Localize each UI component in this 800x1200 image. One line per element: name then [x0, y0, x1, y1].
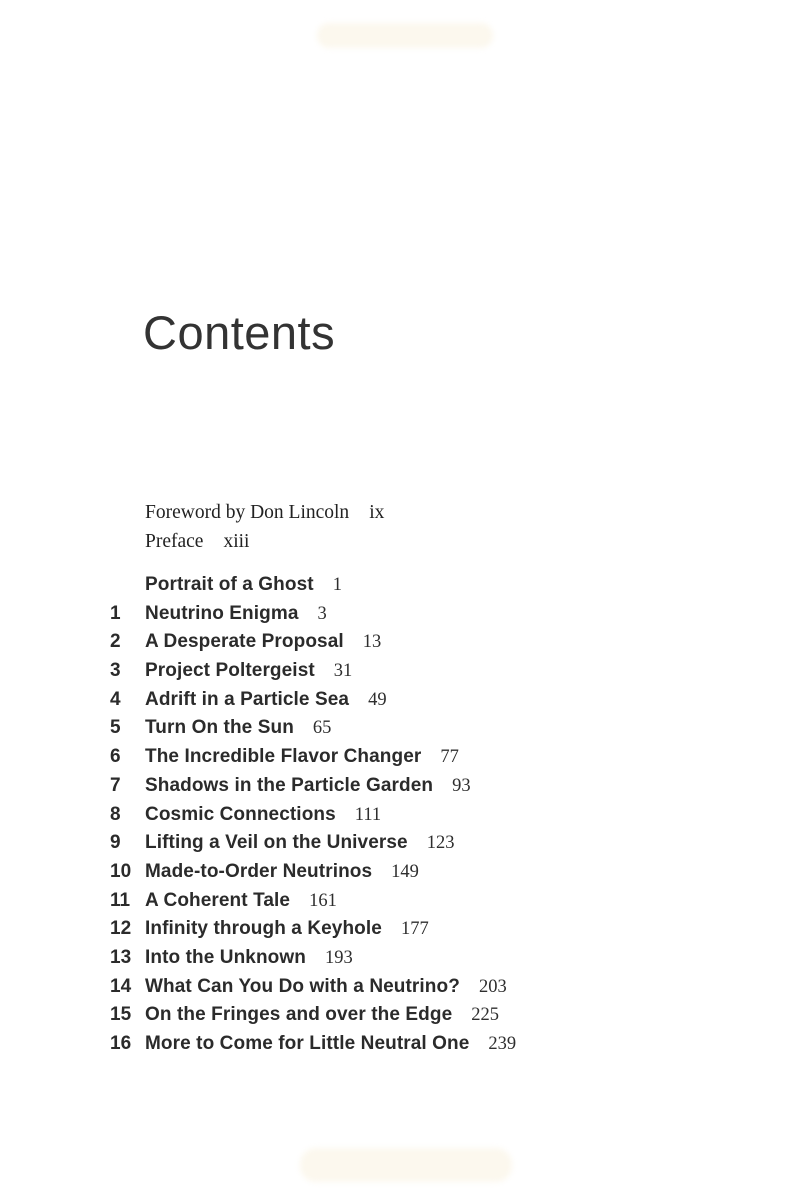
chapter-title: Lifting a Veil on the Universe — [145, 832, 408, 854]
chapter-number: 13 — [110, 946, 132, 968]
chapter-entry — [110, 775, 516, 804]
chapter-page-number: 123 — [426, 833, 455, 854]
chapter-number: 10 — [110, 860, 132, 882]
chapter-entry — [110, 689, 516, 718]
chapter-number: 2 — [110, 631, 121, 653]
chapter-title: Cosmic Connections — [145, 803, 336, 825]
front-matter-list — [145, 502, 384, 560]
chapter-number: 14 — [110, 975, 132, 997]
chapter-number: 4 — [110, 688, 121, 710]
chapter-title: Into the Unknown — [145, 946, 306, 968]
chapter-number: 7 — [110, 774, 121, 796]
chapter-page-number: 93 — [452, 775, 471, 796]
chapter-number: 5 — [110, 717, 121, 739]
chapter-list — [110, 574, 516, 1062]
chapter-page-number: 161 — [309, 890, 337, 911]
chapter-title: What Can You Do with a Neutrino? — [145, 975, 460, 997]
front-matter-page-number: ix — [369, 502, 385, 523]
chapter-page-number: 177 — [400, 919, 429, 940]
front-matter-title: Preface — [145, 531, 204, 552]
chapter-entry — [110, 603, 516, 632]
page-title: Contents — [143, 306, 336, 360]
chapter-number: 15 — [110, 1004, 132, 1026]
front-matter-title: Foreword by Don Lincoln — [145, 502, 350, 523]
chapter-number: 16 — [110, 1033, 132, 1054]
chapter-entry — [110, 832, 516, 861]
chapter-number: 3 — [110, 660, 121, 682]
chapter-entry — [110, 976, 516, 1005]
front-matter-entry — [145, 531, 384, 560]
chapter-page-number: 77 — [440, 747, 459, 768]
chapter-entry — [110, 717, 516, 746]
front-matter-entry — [145, 502, 384, 531]
chapter-entry — [110, 918, 516, 947]
chapter-entry — [110, 1004, 516, 1033]
scan-artifact-bottom — [300, 1148, 512, 1182]
chapter-title: Portrait of a Ghost — [145, 574, 314, 595]
chapter-entry — [110, 574, 516, 603]
chapter-title: More to Come for Little Neutral One — [145, 1033, 470, 1054]
chapter-title: Adrift in a Particle Sea — [145, 688, 350, 710]
chapter-entry — [110, 746, 516, 775]
chapter-title: The Incredible Flavor Changer — [145, 746, 422, 768]
chapter-page-number: 13 — [362, 632, 382, 653]
chapter-entry — [110, 1033, 516, 1062]
chapter-entry — [110, 631, 516, 660]
chapter-title: Infinity through a Keyhole — [145, 918, 382, 940]
chapter-page-number: 3 — [317, 603, 327, 624]
chapter-title: Turn On the Sun — [145, 717, 294, 739]
chapter-page-number: 31 — [333, 661, 353, 682]
chapter-title: Neutrino Enigma — [145, 602, 299, 624]
chapter-number: 11 — [110, 889, 131, 911]
chapter-page-number: 65 — [312, 718, 332, 739]
chapter-title: On the Fringes and over the Edge — [145, 1004, 453, 1026]
scan-artifact-top — [317, 23, 493, 48]
chapter-page-number: 1 — [332, 575, 342, 595]
chapter-title: Made-to-Order Neutrinos — [145, 860, 373, 882]
chapter-title: Project Poltergeist — [145, 660, 315, 682]
chapter-page-number: 239 — [488, 1034, 517, 1054]
chapter-page-number: 149 — [391, 861, 419, 882]
chapter-entry — [110, 861, 516, 890]
chapter-entry — [110, 947, 516, 976]
chapter-title: A Coherent Tale — [145, 889, 291, 911]
chapter-page-number: 193 — [324, 947, 353, 968]
chapter-title: A Desperate Proposal — [145, 631, 344, 653]
chapter-entry — [110, 890, 516, 919]
chapter-page-number: 225 — [471, 1005, 499, 1026]
chapter-number: 9 — [110, 832, 121, 854]
chapter-entry — [110, 660, 516, 689]
chapter-page-number: 111 — [354, 804, 382, 825]
chapter-page-number: 49 — [368, 689, 387, 710]
chapter-number: 1 — [110, 602, 121, 624]
chapter-number: 12 — [110, 918, 132, 940]
chapter-number: 8 — [110, 803, 121, 825]
chapter-title: Shadows in the Particle Garden — [145, 774, 434, 796]
front-matter-page-number: xiii — [223, 531, 250, 552]
chapter-page-number: 203 — [478, 976, 507, 997]
chapter-number: 6 — [110, 746, 121, 768]
chapter-entry — [110, 804, 516, 833]
